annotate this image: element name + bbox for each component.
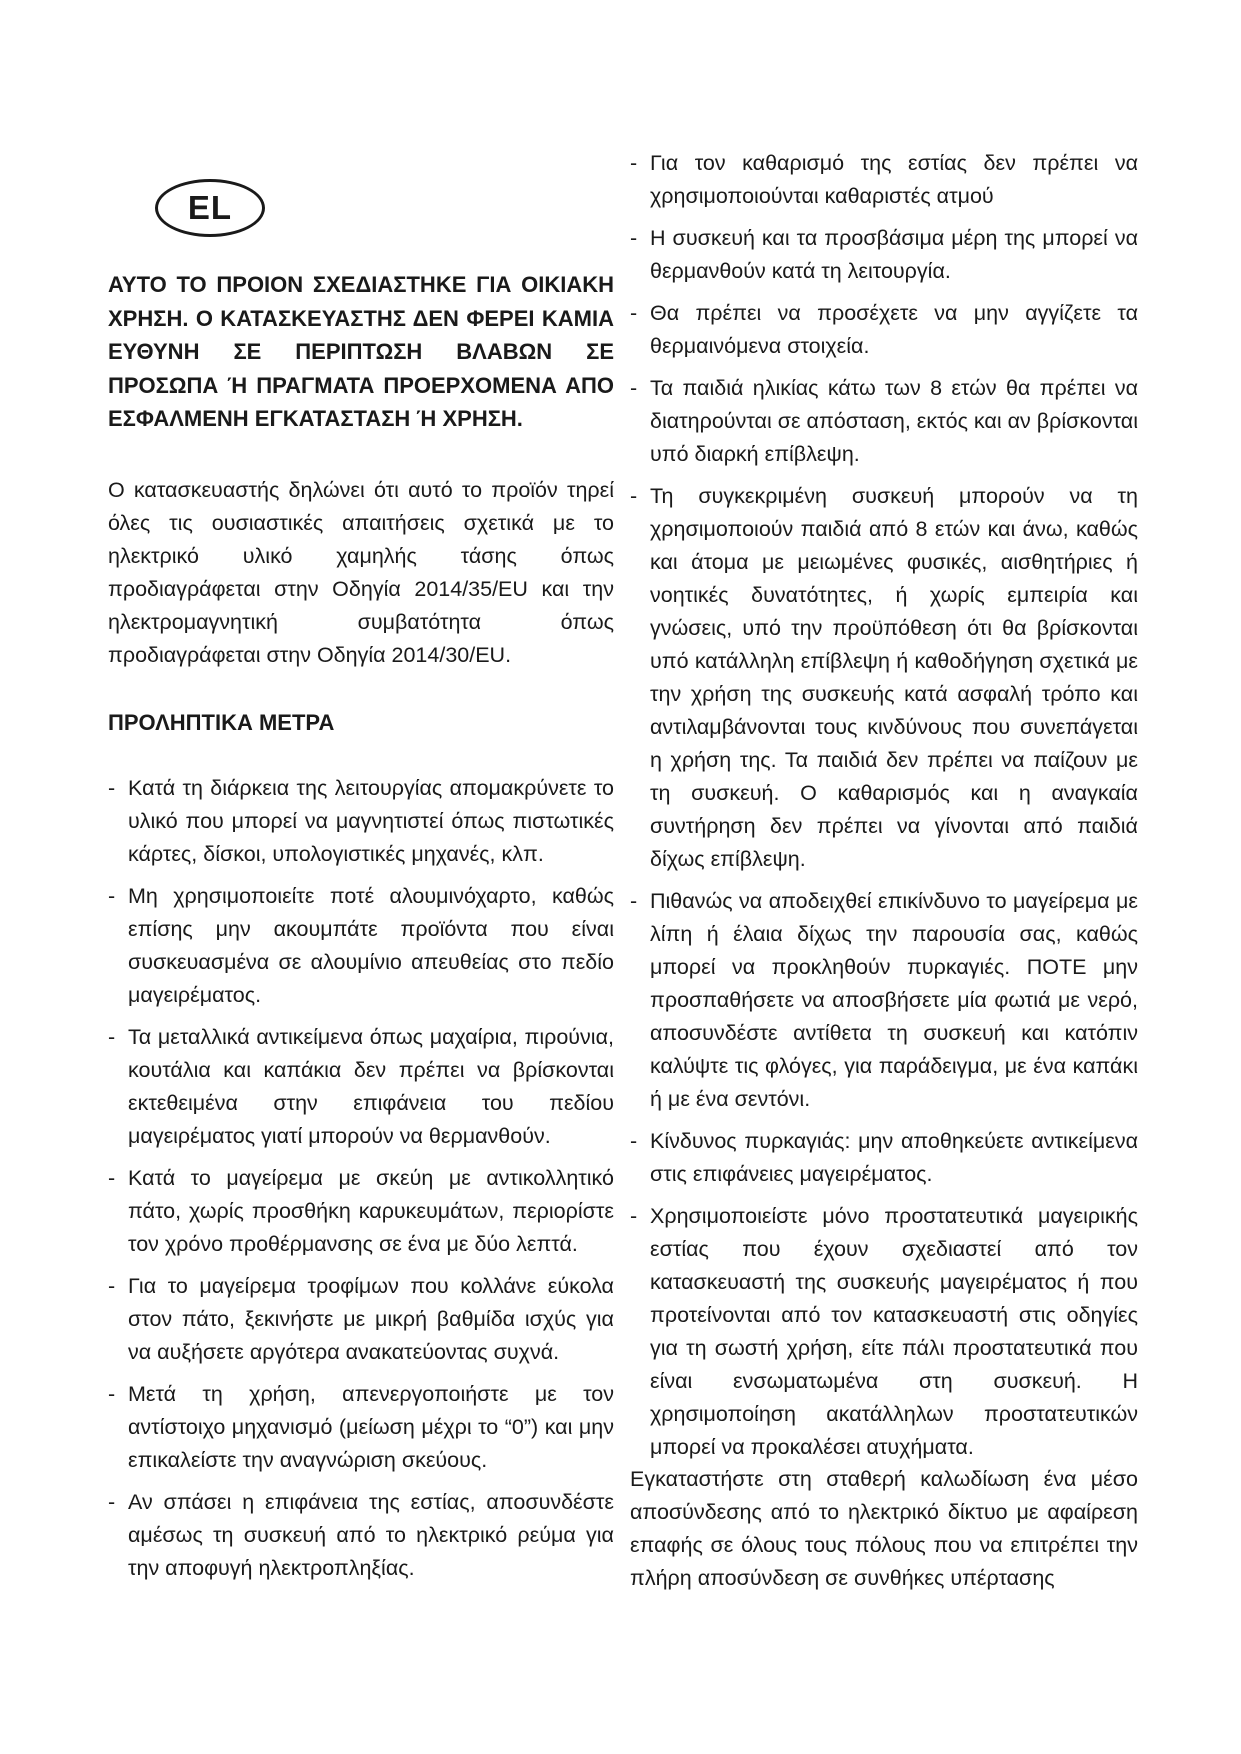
list-item: - Κατά το μαγείρεμα με σκεύη με αντικολλητικό πάτο, χωρίς προσθήκη καρυκευμάτων, περιορίστε τον χρόνο προθέρμανσης σε ένα με δύο λεπτά. [108, 1162, 614, 1261]
list-item: - Για το μαγείρεμα τροφίμων που κολλάνε εύκολα στον πάτο, ξεκινήστε με μικρή βαθμίδα ισχύς για να αυξήσετε αργότερα ανακατεύοντας συχνά. [108, 1270, 614, 1369]
list-item: - Αν σπάσει η επιφάνεια της εστίας, αποσυνδέστε αμέσως τη συσκευή από το ηλεκτρικό ρεύμα για την αποφυγή ηλεκτροπληξίας. [108, 1486, 614, 1585]
list-item: - Για τον καθαρισμό της εστίας δεν πρέπει να χρησιμοποιούνται καθαριστές ατμού [630, 147, 1138, 213]
section-heading: ΠΡΟΛΗΠΤΙΚΑ ΜΕΤΡΑ [108, 710, 335, 735]
installation-note: Εγκαταστήστε στη σταθερή καλωδίωση ένα μέσο αποσύνδεσης από το ηλεκτρικό δίκτυο με αφαίρεση επαφής σε όλους τους πόλους που να επιτρέπει την πλήρη αποσύνδεση σε συνθήκες υπέρτασης [630, 1467, 1138, 1590]
list-item: - Χρησιμοποιείστε μόνο προστατευτικά μαγειρικής εστίας που έχουν σχεδιαστεί από τον κατασκευαστή της συσκευής μαγειρέματος ή που προτείνονται από τον κατασκευαστή στις οδηγίες για τη σωστή χρήση, είτε πάλι προστατευτικά που είναι ενσωματωμένα στη συσκευή. Η χρησιμοποίηση ακατάλληλων προστατευτικών μπορεί να προκαλέσει ατυχήματα. [630, 1200, 1138, 1464]
precautions-list-right [630, 147, 1138, 1473]
list-item: - Τη συγκεκριμένη συσκευή μπορούν να τη χρησιμοποιούν παιδιά από 8 ετών και άνω, καθώς και άτομα με μειωμένες φυσικές, αισθητήριες ή νοητικές δυνατότητες, ή χωρίς εμπειρία και γνώσεις, υπό την προϋπόθεση ότι θα βρίσκονται υπό κατάλληλη επίβλεψη ή καθοδήγηση σχετικά με την χρήση της συσκευής κατά ασφαλή τρόπο και αντιλαμβάνονται τους κινδύνους που συνεπάγεται η χρήση της. Τα παιδιά δεν πρέπει να παίζουν με τη συσκευή. Ο καθαρισμός και η αναγκαία συντήρηση δεν πρέπει να γίνονται από παιδιά δίχως επίβλεψη. [630, 480, 1138, 876]
list-item: - Κατά τη διάρκεια της λειτουργίας απομακρύνετε το υλικό που μπορεί να μαγνητιστεί όπως πιστωτικές κάρτες, δίσκοι, υπολογιστικές μηχανές, κλπ. [108, 772, 614, 871]
list-item: - Τα παιδιά ηλικίας κάτω των 8 ετών θα πρέπει να διατηρούνται σε απόσταση, εκτός και αν βρίσκονται υπό διαρκή επίβλεψη. [630, 372, 1138, 471]
list-item: - Κίνδυνος πυρκαγιάς: μην αποθηκεύετε αντικείμενα στις επιφάνειες μαγειρέματος. [630, 1125, 1138, 1191]
list-item: - Θα πρέπει να προσέχετε να μην αγγίζετε τα θερμαινόμενα στοιχεία. [630, 297, 1138, 363]
list-item: - Μετά τη χρήση, απενεργοποιήστε με τον αντίστοιχο μηχανισμό (μείωση μέχρι το “0”) και μην επικαλείστε την αναγνώριση σκεύους. [108, 1378, 614, 1477]
warning-notice: ΑΥΤΟ ΤΟ ΠΡΟΙΟΝ ΣΧΕΔΙΑΣΤΗΚΕ ΓΙΑ ΟΙΚΙΑΚΗ ΧΡΗΣΗ. Ο ΚΑΤΑΣΚΕΥΑΣΤΗΣ ΔΕΝ ΦΕΡΕΙ ΚΑΜΙΑ ΕΥΘΥΝΗ ΣΕ ΠΕΡΙΠΤΩΣΗ ΒΛΑΒΩΝ ΣΕ ΠΡΟΣΩΠΑ Ή ΠΡΑΓΜΑΤΑ ΠΡΟΕΡΧΟΜΕΝΑ ΑΠΟ ΕΣΦΑΛΜΕΝΗ ΕΓΚΑΤΑΣΤΑΣΗ Ή ΧΡΗΣΗ. [108, 272, 614, 431]
precautions-list-left [108, 772, 614, 1594]
list-item: - Πιθανώς να αποδειχθεί επικίνδυνο το μαγείρεμα με λίπη ή έλαια δίχως την παρουσία σας, καθώς μπορεί να προκληθούν πυρκαγιές. ΠΟΤΕ μην προσπαθήσετε να αποσβήσετε μία φωτιά με νερό, αποσυνδέστε αντίθετα τη συσκευή και κατόπιν καλύψτε τις φλόγες, για παράδειγμα, με ένα καπάκι ή με ένα σεντόνι. [630, 885, 1138, 1116]
language-badge: EL [155, 179, 265, 237]
conformity-declaration: Ο κατασκευαστής δηλώνει ότι αυτό το προϊόν τηρεί όλες τις ουσιαστικές απαιτήσεις σχετικά με το ηλεκτρικό υλικό χαμηλής τάσης όπως προδιαγράφεται στην Οδηγία 2014/35/EU και την ηλεκτρομαγνητική συμβατότητα όπως προδιαγράφεται στην Οδηγία 2014/30/EU. [108, 478, 614, 667]
list-item: - Μη χρησιμοποιείτε ποτέ αλουμινόχαρτο, καθώς επίσης μην ακουμπάτε προϊόντα που είναι συσκευασμένα σε αλουμίνιο απευθείας στο πεδίο μαγειρέματος. [108, 880, 614, 1012]
list-item: - Η συσκευή και τα προσβάσιμα μέρη της μπορεί να θερμανθούν κατά τη λειτουργία. [630, 222, 1138, 288]
list-item: - Τα μεταλλικά αντικείμενα όπως μαχαίρια, πιρούνια, κουτάλια και καπάκια δεν πρέπει να βρίσκονται εκτεθειμένα στην επιφάνεια του πεδίου μαγειρέματος γιατί μπορούν να θερμανθούν. [108, 1021, 614, 1153]
